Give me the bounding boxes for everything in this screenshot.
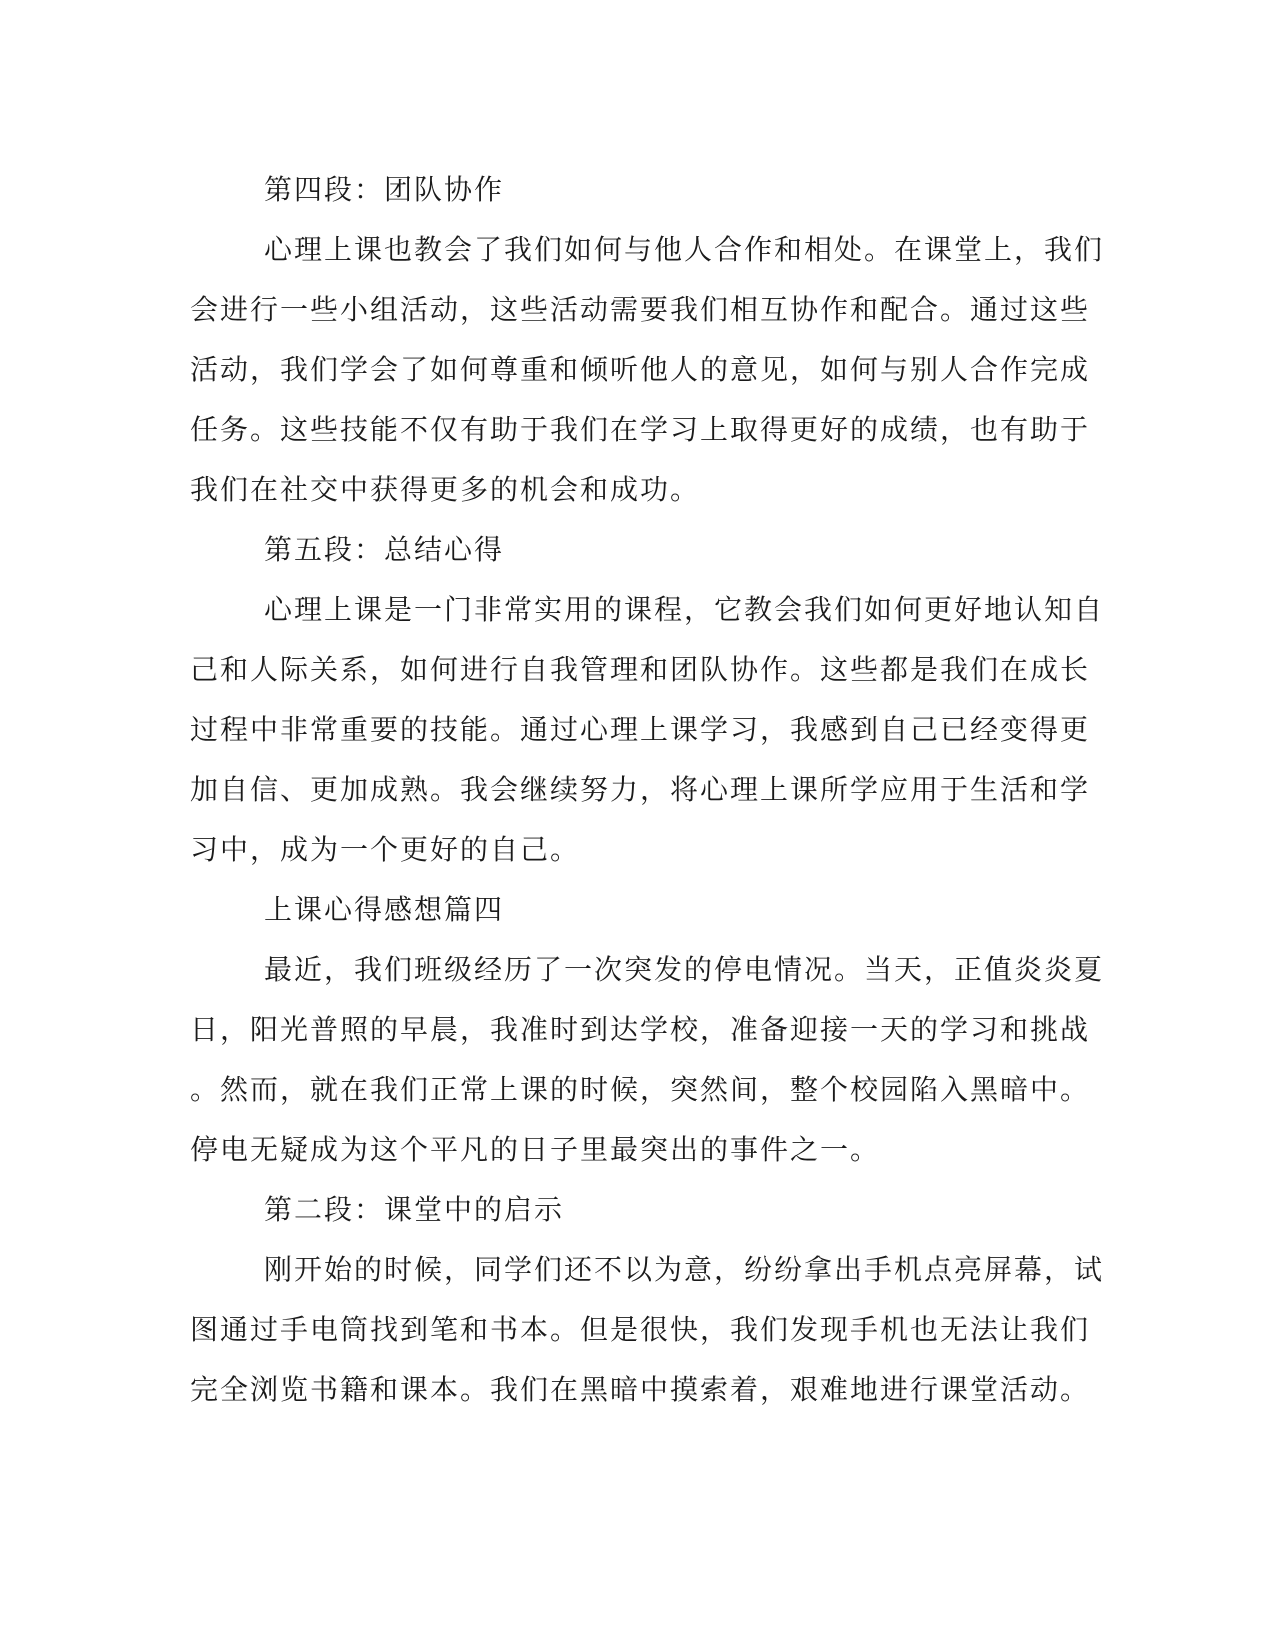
paragraph-classroom-insight xyxy=(190,1240,1105,1420)
text-line: 最近，我们班级经历了一次突发的停电情况。当天，正值炎炎夏 xyxy=(264,953,1105,986)
text-line: 刚开始的时候，同学们还不以为意，纷纷拿出手机点亮屏幕，试 xyxy=(264,1253,1105,1286)
text-line: 图通过手电筒找到笔和书本。但是很快，我们发现手机也无法让我们 xyxy=(190,1313,1091,1346)
text-line: 心理上课也教会了我们如何与他人合作和相处。在课堂上，我们 xyxy=(264,233,1105,266)
paragraph-power-outage xyxy=(190,940,1105,1180)
text-line: 己和人际关系，如何进行自我管理和团队协作。这些都是我们在成长 xyxy=(190,653,1091,686)
paragraph-summary xyxy=(190,580,1105,880)
text-line: 加自信、更加成熟。我会继续努力，将心理上课所学应用于生活和学 xyxy=(190,773,1091,806)
section-heading-essay-four: 上课心得感想篇四 xyxy=(264,893,505,926)
text-line: 任务。这些技能不仅有助于我们在学习上取得更好的成绩，也有助于 xyxy=(190,413,1091,446)
text-line: 。然而，就在我们正常上课的时候，突然间，整个校园陷入黑暗中。 xyxy=(190,1073,1091,1106)
text-line: 过程中非常重要的技能。通过心理上课学习，我感到自己已经变得更 xyxy=(190,713,1091,746)
section-heading-summary: 第五段：总结心得 xyxy=(264,533,505,566)
section-heading-classroom-insight: 第二段：课堂中的启示 xyxy=(264,1193,565,1226)
document-body xyxy=(190,160,1105,1420)
text-line: 完全浏览书籍和课本。我们在黑暗中摸索着，艰难地进行课堂活动。 xyxy=(190,1373,1091,1406)
text-line: 活动，我们学会了如何尊重和倾听他人的意见，如何与别人合作完成 xyxy=(190,353,1091,386)
text-line: 我们在社交中获得更多的机会和成功。 xyxy=(190,473,701,506)
text-line: 心理上课是一门非常实用的课程，它教会我们如何更好地认知自 xyxy=(264,593,1105,626)
section-heading-team-cooperation: 第四段：团队协作 xyxy=(264,173,505,206)
text-line: 习中，成为一个更好的自己。 xyxy=(190,833,581,866)
text-line: 日，阳光普照的早晨，我准时到达学校，准备迎接一天的学习和挑战 xyxy=(190,1013,1091,1046)
text-line: 会进行一些小组活动，这些活动需要我们相互协作和配合。通过这些 xyxy=(190,293,1091,326)
text-line: 停电无疑成为这个平凡的日子里最突出的事件之一。 xyxy=(190,1133,881,1166)
paragraph-team-cooperation xyxy=(190,220,1105,520)
